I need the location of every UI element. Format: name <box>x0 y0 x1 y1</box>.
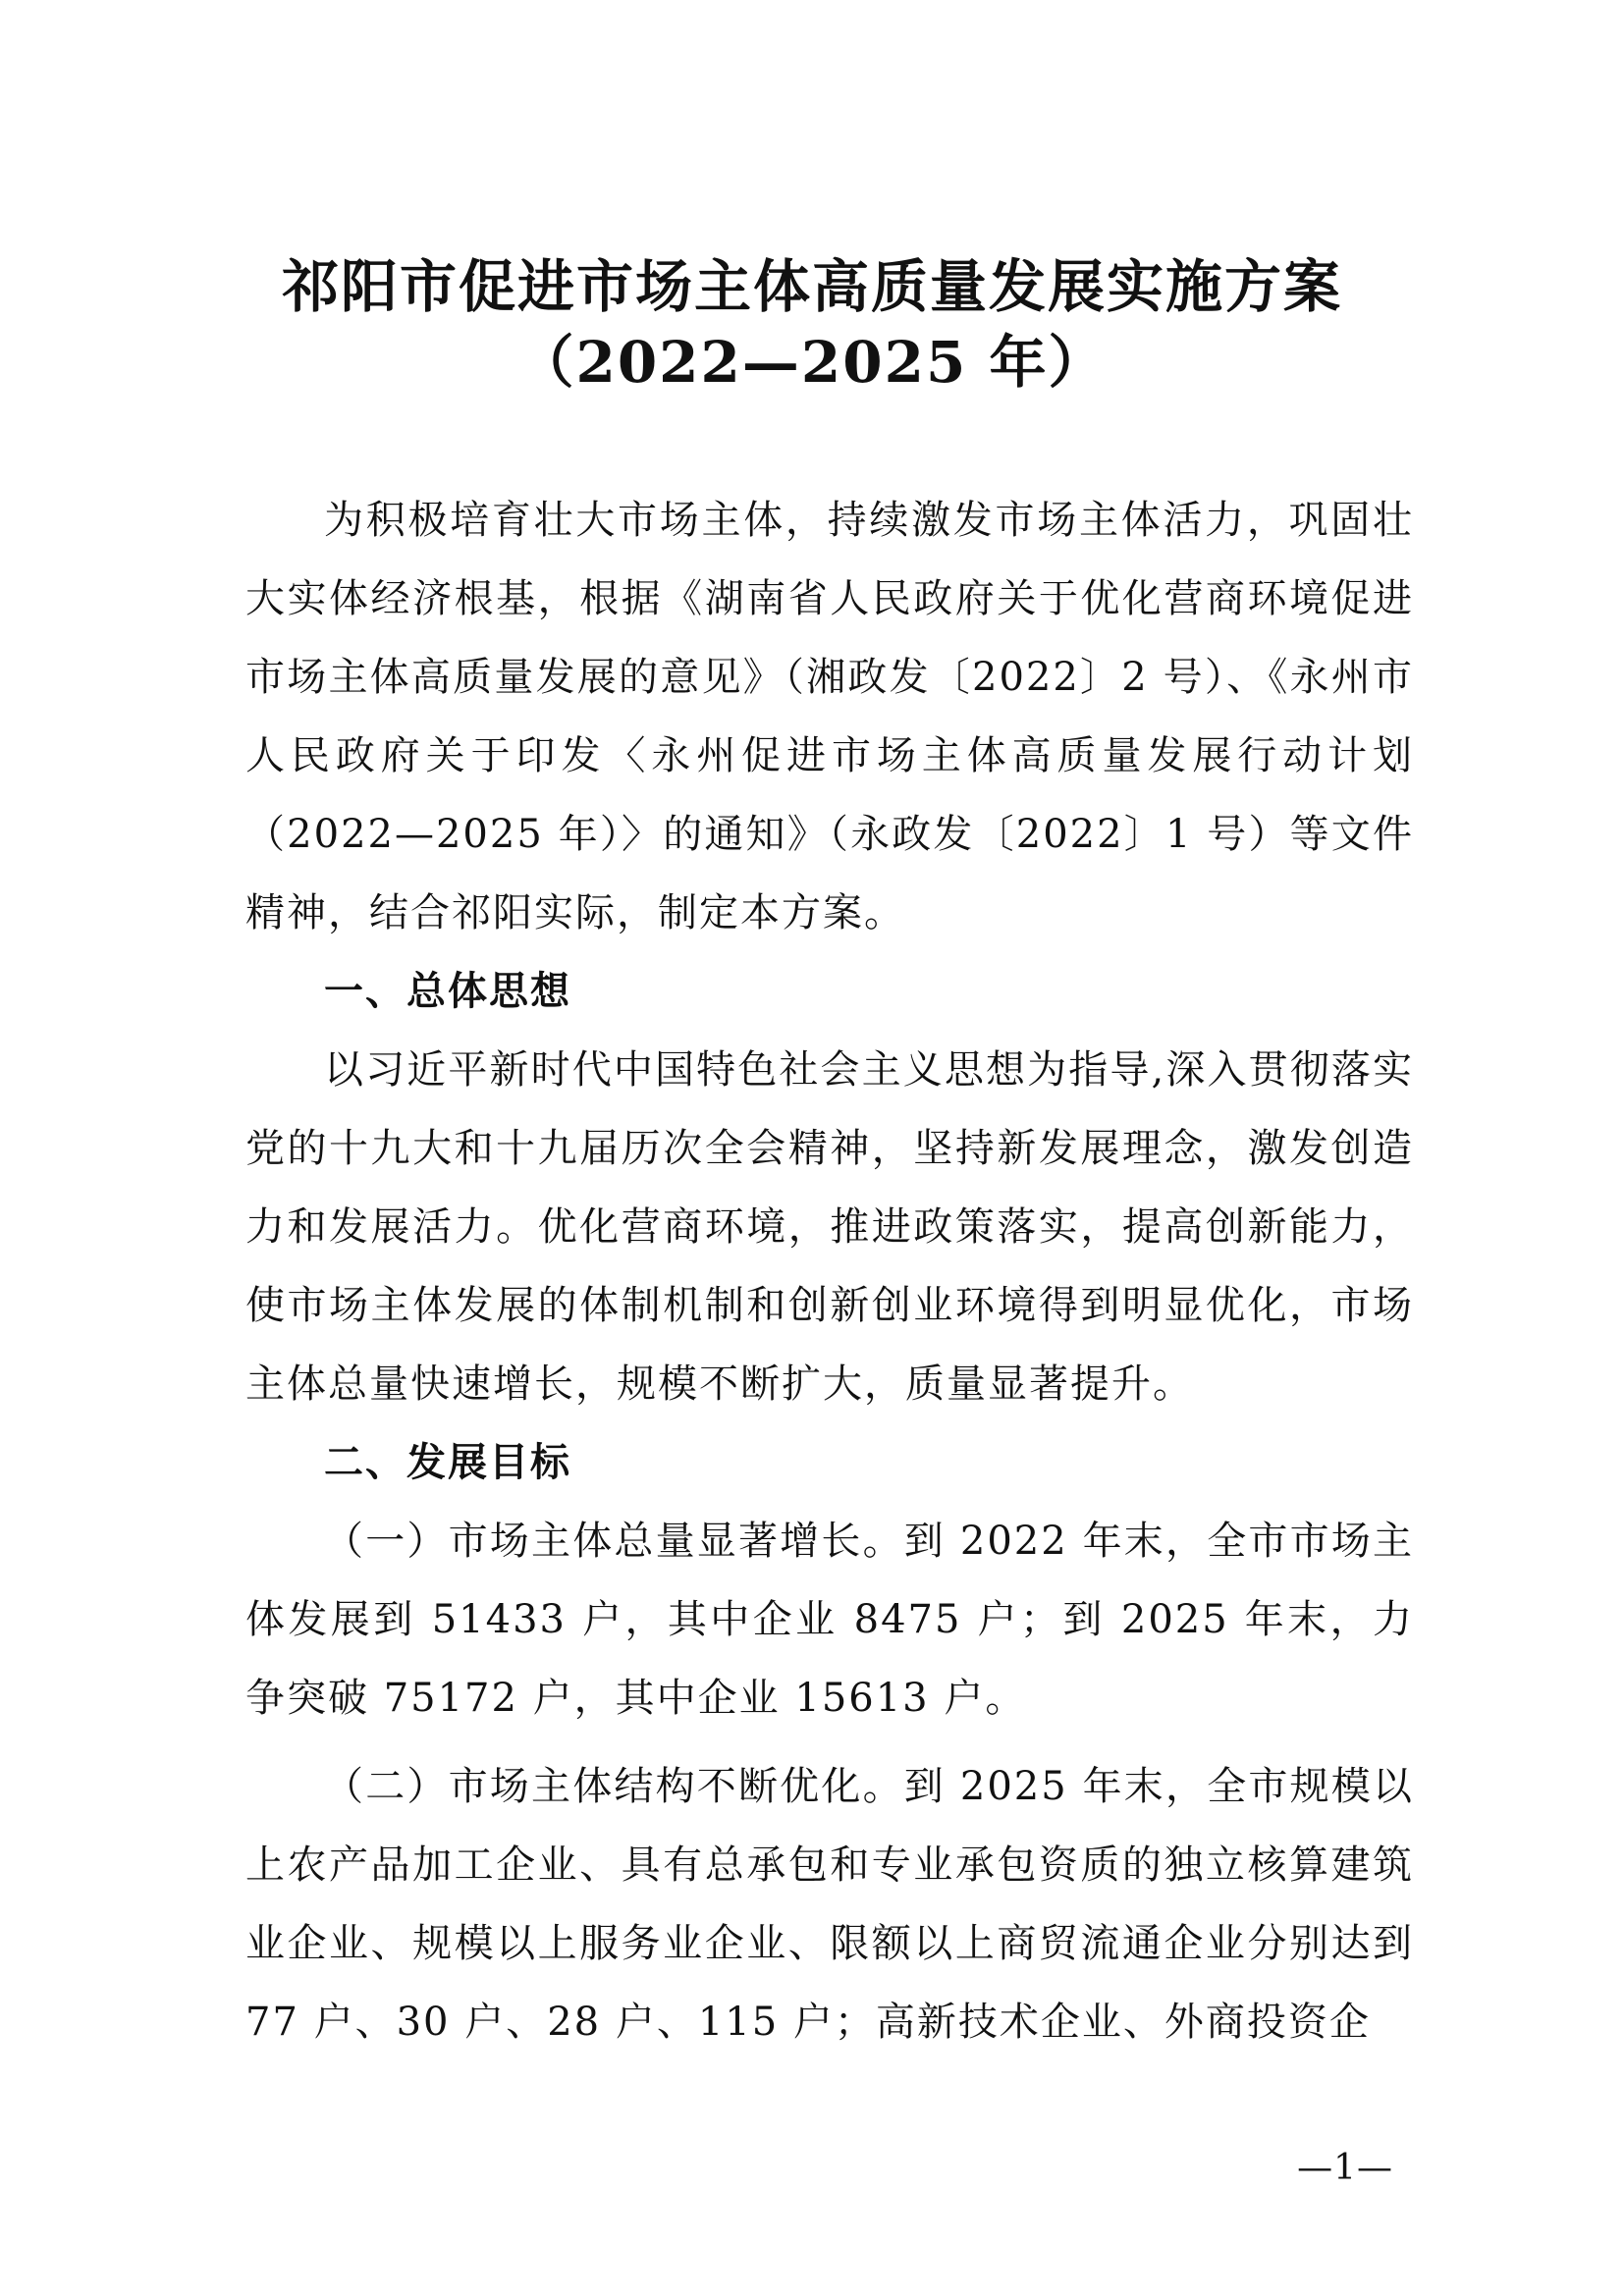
document-body <box>245 481 1414 2061</box>
section-heading-overall-thought: 一、总体思想 <box>324 969 571 1014</box>
section-heading-development-goals: 二、发展目标 <box>324 1440 571 1485</box>
intro-paragraph: 为积极培育壮大市场主体，持续激发市场主体活力，巩固壮大实体经济根基，根据《湖南省人民政府关于优化营商环境促进市场主体高质量发展的意见》（湘政发〔2022〕2 号）、《永州市人民政府关于印发〈永州促进市场主体高质量发展行动计划（2022—2025 年）〉的通知》（永政发〔2022〕1 号）等文件精神，结合祁阳实际，制定本方案。 <box>245 498 1414 935</box>
goal-total-growth-paragraph: （一）市场主体总量显著增长。到 2022 年末，全市市场主体发展到 51433 户，其中企业 8475 户；到 2025 年末，力争突破 75172 户，其中企业 15613 户。 <box>245 1519 1414 1721</box>
document-subtitle: （2022—2025 年） <box>516 329 1108 396</box>
overall-thought-paragraph: 以习近平新时代中国特色社会主义思想为指导,深入贯彻落实党的十九大和十九届历次全会精神，坚持新发展理念，激发创造力和发展活力。优化营商环境，推进政策落实，提高创新能力，使市场主体发展的体制机制和创新创业环境得到明显优化，市场主体总量快速增长，规模不断扩大，质量显著提升。 <box>245 1047 1414 1407</box>
page-number: —1— <box>1297 2148 1393 2188</box>
goal-structure-optimization-paragraph: （二）市场主体结构不断优化。到 2025 年末，全市规模以上农产品加工企业、具有总承包和专业承包资质的独立核算建筑业企业、规模以上服务业企业、限额以上商贸流通企业分别达到 77 户、30 户、28 户、115 户；高新技术企业、外商投资企 <box>245 1764 1414 2045</box>
document-title: 祁阳市促进市场主体高质量发展实施方案 <box>281 253 1342 320</box>
